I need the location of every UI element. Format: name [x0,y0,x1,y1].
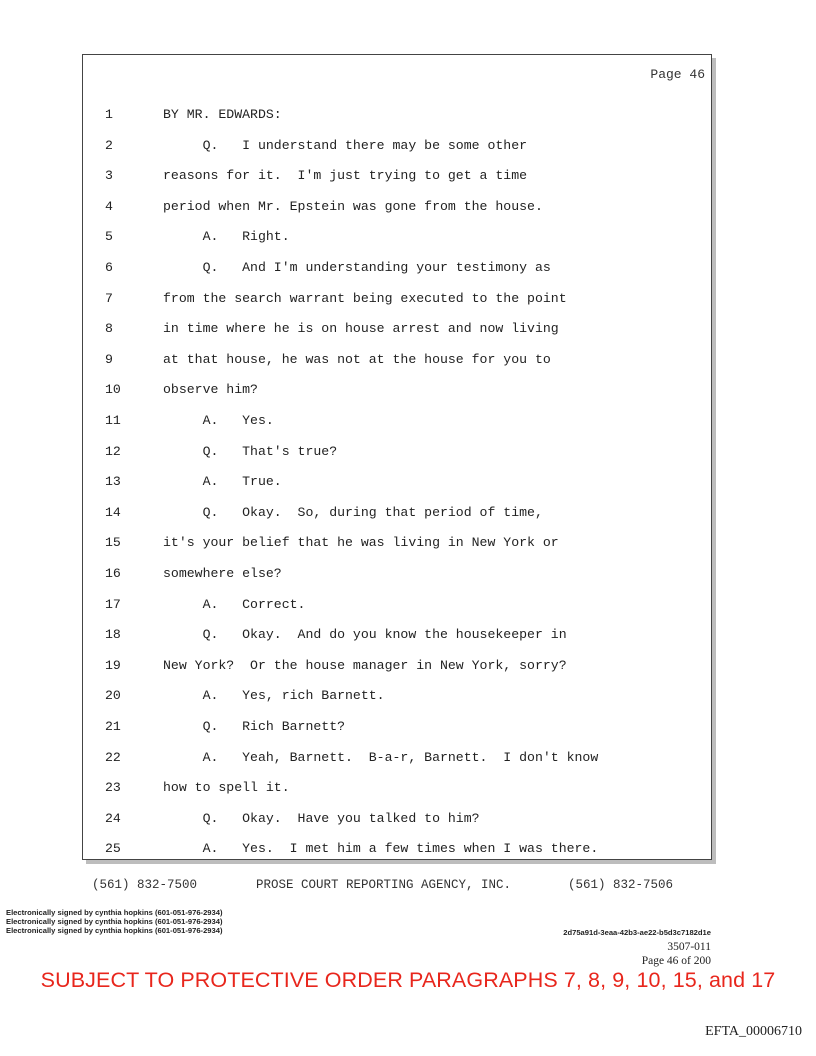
line-number: 2 [105,137,113,153]
line-number: 10 [105,382,121,398]
line-text: in time where he is on house arrest and now living [163,321,559,337]
page-of-total: Page 46 of 200 [641,955,711,967]
line-number: 8 [105,321,113,337]
transcript-line [83,166,711,186]
line-text: period when Mr. Epstein was gone from the house. [163,198,543,214]
line-text: A. Yes. [163,413,274,428]
line-number: 23 [105,780,121,796]
line-number: 13 [105,474,121,490]
line-text: A. Correct. [163,596,306,612]
line-text: observe him? [163,382,258,398]
line-text: Q. That's true? [163,443,338,459]
line-number: 5 [105,229,113,245]
transcript-line [83,472,711,492]
transcript-line [83,105,711,125]
line-text: Q. I understand there may be some other [163,137,528,153]
transcript-line [83,656,711,676]
transcript-line [83,748,711,768]
transcript-line [83,839,711,859]
line-text: Q. Okay. Have you talked to him? [163,810,480,826]
line-number: 20 [105,688,121,704]
line-text: somewhere else? [163,566,282,581]
line-text: A. Yes. I met him a few times when I was there. [163,841,599,857]
transcript-page-frame [82,54,712,860]
line-number: 9 [105,351,113,367]
line-text: BY MR. EDWARDS: [163,107,282,122]
transcript-line [83,411,711,431]
line-number: 4 [105,198,113,214]
line-number: 6 [105,260,113,275]
transcript-line [83,350,711,370]
line-number: 18 [105,627,121,643]
transcript-line [83,258,711,278]
transcript-line [83,380,711,400]
line-text: A. Yeah, Barnett. B-a-r, Barnett. I don't know [163,749,599,765]
signature-block [6,908,223,935]
document-id-block [642,940,711,968]
signature-line: Electronically signed by cynthia hopkins (601-051-976-2934) [6,908,223,917]
transcript-line [83,533,711,553]
line-text: New York? Or the house manager in New York, sorry? [163,657,567,673]
transcript-line [83,503,711,523]
transcript-line [83,442,711,462]
line-text: reasons for it. I'm just trying to get a time [163,168,528,184]
line-number: 1 [105,107,113,122]
footer-agency: PROSE COURT REPORTING AGENCY, INC. [256,878,512,892]
bates-number: EFTA_00006710 [705,1024,802,1039]
line-text: from the search warrant being executed to the point [163,290,567,306]
line-number: 15 [105,535,121,551]
transcript-line [83,595,711,615]
transcript-line [83,564,711,584]
line-text: A. Yes, rich Barnett. [163,688,385,704]
line-text: it's your belief that he was living in New York or [163,535,559,551]
transcript-line [83,197,711,217]
line-number: 11 [105,413,121,428]
line-number: 12 [105,443,121,459]
page-label: Page 46 [650,67,705,82]
line-text: how to spell it. [163,780,290,796]
line-text: at that house, he was not at the house for you to [163,351,551,367]
line-text: Q. And I'm understanding your testimony as [163,260,551,275]
document-id: 3507-011 [667,941,711,953]
transcript-line [83,686,711,706]
transcript-line [83,717,711,737]
transcript-line [83,809,711,829]
protective-order-notice: SUBJECT TO PROTECTIVE ORDER PARAGRAPHS 7, 8, 9, 10, 15, and 17 [40,968,776,992]
line-text: Q. Okay. So, during that period of time, [163,504,543,520]
document-hash: 2d75a91d-3eaa-42b3-ae22-b5d3c7182d1e [563,928,711,937]
line-text: A. True. [163,474,282,490]
line-number: 19 [105,657,121,673]
transcript-line [83,625,711,645]
transcript-line [83,289,711,309]
signature-line: Electronically signed by cynthia hopkins (601-051-976-2934) [6,917,223,926]
line-number: 3 [105,168,113,184]
line-number: 21 [105,719,121,734]
line-number: 14 [105,504,121,520]
transcript-line [83,778,711,798]
line-number: 25 [105,841,121,857]
footer-phone-right: (561) 832-7506 [568,878,674,892]
line-number: 16 [105,566,121,581]
line-number: 24 [105,810,121,826]
footer-phone-left: (561) 832-7500 [92,878,198,892]
transcript-line [83,227,711,247]
line-number: 22 [105,749,121,765]
line-text: Q. Okay. And do you know the housekeeper in [163,627,567,643]
line-number: 17 [105,596,121,612]
signature-line: Electronically signed by cynthia hopkins (601-051-976-2934) [6,926,223,935]
transcript-line [83,136,711,156]
transcript-line [83,319,711,339]
line-text: A. Right. [163,229,290,245]
line-text: Q. Rich Barnett? [163,719,346,734]
line-number: 7 [105,290,113,306]
